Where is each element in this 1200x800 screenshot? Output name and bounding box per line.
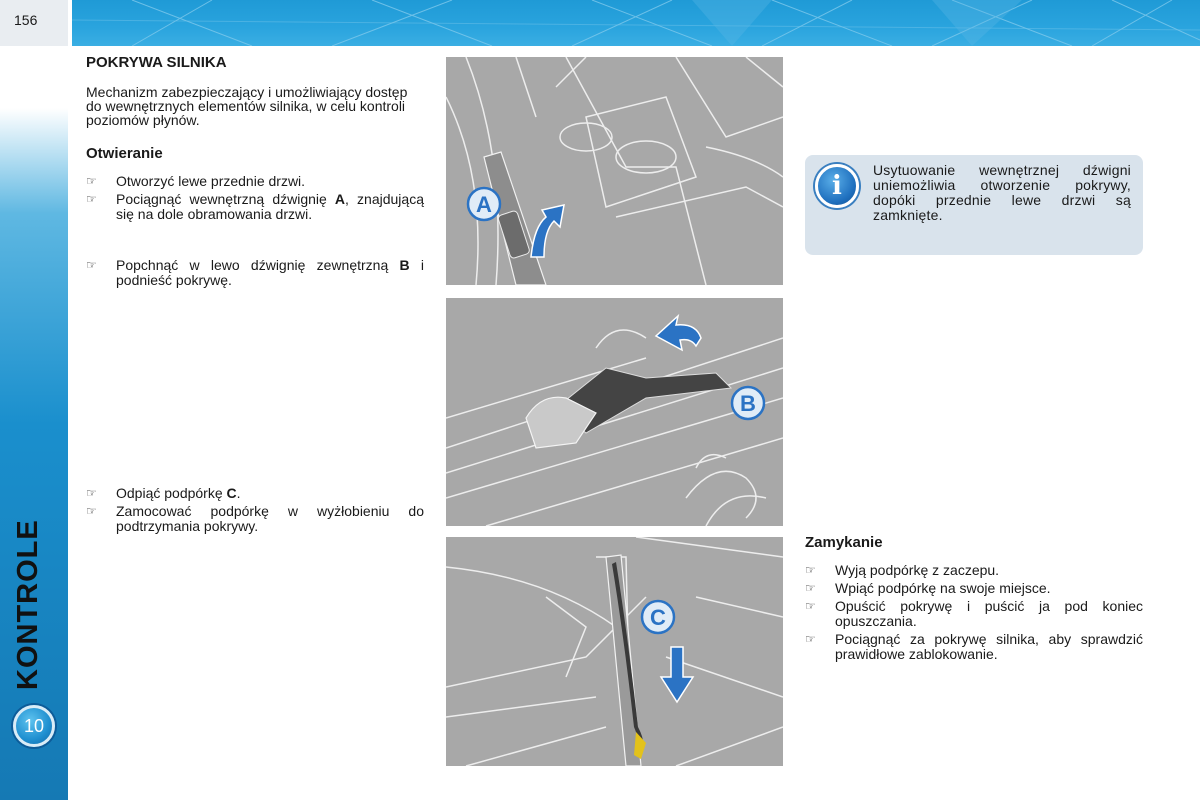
closing-steps [805, 563, 1143, 662]
step-item: ☞ Pociągnąć wewnętrzną dźwignię A, znajdującą się na dole obramowania drzwi. [86, 191, 424, 222]
info-note-text: Usytuowanie wewnętrznej dźwigni uniemożliwia otworzenie pokrywy, dopóki przednie lewe drzwi są zamknięte. [873, 162, 1131, 223]
left-text-column [86, 54, 424, 537]
page-number: 156 [0, 0, 68, 46]
step-item: ☞ Popchnąć w lewo dźwignię zewnętrzną B i podnieść pokrywę. [86, 257, 424, 288]
step-item: ☞ Zamocować podpórkę w wyżłobieniu do podtrzymania pokrywy. [86, 503, 424, 534]
opening-steps-1 [86, 174, 424, 222]
closing-title: Zamykanie [805, 534, 883, 551]
step-item: ☞ Wpiąć podpórkę na swoje miejsce. [805, 580, 1051, 596]
step-item: ☞ Pociągnąć za pokrywę silnika, aby sprawdzić prawidłowe zablokowanie. [805, 631, 1143, 662]
chapter-number-badge: 10 [13, 705, 55, 747]
label-c: C [650, 605, 666, 630]
step-item: ☞ Otworzyć lewe przednie drzwi. [86, 173, 306, 189]
sidebar-top-white [0, 48, 68, 108]
illustration-prop-c [446, 537, 783, 766]
illustration-lever-b [446, 298, 783, 526]
info-icon: i [815, 164, 859, 208]
pointing-hand-icon: ☞ [805, 581, 816, 595]
step-item: ☞ Odpiąć podpórkę C. [86, 485, 241, 501]
pointing-hand-icon: ☞ [86, 192, 97, 206]
illustration-lever-a [446, 57, 783, 285]
pointing-hand-icon: ☞ [805, 599, 816, 613]
intro-paragraph: Mechanizm zabezpieczający i umożliwiający dostęp do wewnętrznych elementów silnika, w celu kontroli poziomów płynów. [86, 84, 408, 128]
chapter-label: KONTROLE [12, 519, 44, 690]
info-note-box [805, 155, 1143, 255]
opening-steps-3 [86, 486, 424, 534]
pointing-hand-icon: ☞ [86, 258, 97, 272]
label-b: B [740, 391, 756, 416]
top-banner [72, 0, 1200, 46]
step-item: ☞ Wyją podpórkę z zaczepu. [805, 562, 1000, 578]
label-a: A [476, 192, 492, 217]
opening-title: Otwieranie [86, 145, 163, 162]
step-item: ☞ Opuścić pokrywę i puścić ja pod koniec opuszczania. [805, 598, 1143, 629]
pointing-hand-icon: ☞ [86, 174, 97, 188]
opening-steps-2 [86, 258, 424, 288]
pointing-hand-icon: ☞ [805, 632, 816, 646]
section-title: POKRYWA SILNIKA [86, 54, 227, 71]
pointing-hand-icon: ☞ [86, 504, 97, 518]
pointing-hand-icon: ☞ [805, 563, 816, 577]
banner-pattern [72, 0, 1200, 46]
pointing-hand-icon: ☞ [86, 486, 97, 500]
closing-column [805, 534, 1143, 665]
